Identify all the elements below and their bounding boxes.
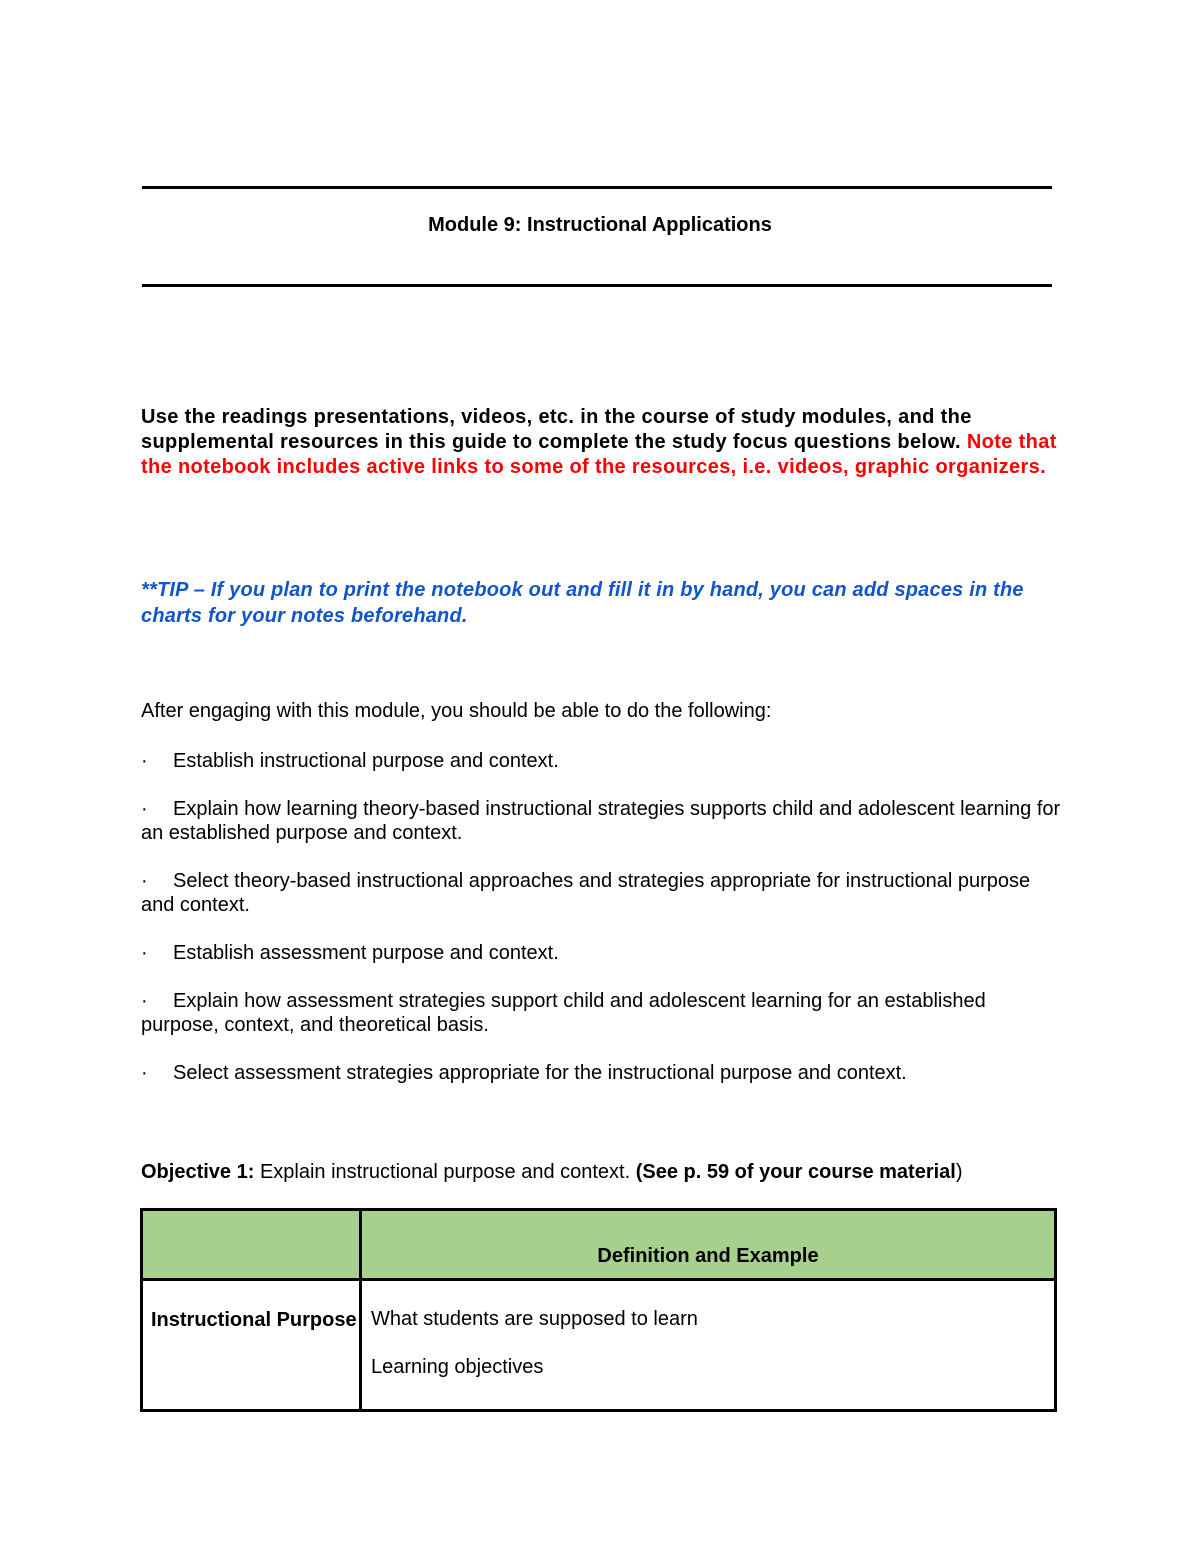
table-header-empty [142,1210,361,1280]
bullet-icon: · [141,750,148,772]
bullet-icon: · [141,1062,148,1084]
top-rule [142,186,1052,189]
list-item-text: Establish instructional purpose and context. [173,750,559,772]
objective-1-label: Objective 1: [141,1161,255,1183]
table-header-definition: Definition and Example [361,1210,1056,1280]
definition-line: Learning objectives [371,1356,544,1378]
list-item [141,869,1066,917]
table-row [142,1280,1056,1411]
table-cell-definition [361,1280,1056,1411]
list-item [141,797,1066,845]
list-item-text: Explain how learning theory-based instructional strategies supports child and adolescent learning for an established purpose and context. [141,798,1061,844]
definition-line: What students are supposed to learn [371,1308,698,1330]
table-header-row [142,1210,1056,1280]
objective-1-heading [141,1160,963,1185]
bottom-rule [142,284,1052,287]
objective-1-table [140,1208,1057,1412]
list-item [141,941,1066,965]
page-title: Module 9: Instructional Applications [428,214,772,236]
tip-paragraph: **TIP – If you plan to print the notebook out and fill it in by hand, you can add spaces in the charts for your notes beforehand. [141,579,1024,627]
bullet-icon: · [141,798,148,820]
list-item [141,1061,1066,1085]
intro-note: Note that the notebook includes active links to some of the resources, i.e. videos, graphic organizers. [141,431,1057,478]
after-engaging-text: After engaging with this module, you should be able to do the following: [141,700,772,722]
objective-1-reference: (See p. 59 of your course material [635,1161,956,1183]
bullet-icon: · [141,990,148,1012]
objective-1-close: ) [955,1161,963,1183]
list-item-text: Explain how assessment strategies support child and adolescent learning for an established purpose, context, and theoretical basis. [141,990,986,1036]
objectives-list [141,749,1066,1109]
list-item [141,749,1066,773]
list-item [141,989,1066,1037]
bullet-icon: · [141,870,148,892]
row-label: Instructional Purpose [151,1309,357,1331]
objective-1-text: Explain instructional purpose and context. [254,1161,636,1183]
list-item-text: Select assessment strategies appropriate for the instructional purpose and context. [173,1062,907,1084]
list-item-text: Select theory-based instructional approaches and strategies appropriate for instructional purpose and context. [141,870,1031,916]
intro-paragraph [141,405,1066,480]
list-item-text: Establish assessment purpose and context. [173,942,559,964]
intro-text: Use the readings presentations, videos, etc. in the course of study modules, and the supplemental resources in this guide to complete the study focus questions below. [141,406,972,453]
table-cell-label [142,1280,361,1411]
bullet-icon: · [141,942,148,964]
